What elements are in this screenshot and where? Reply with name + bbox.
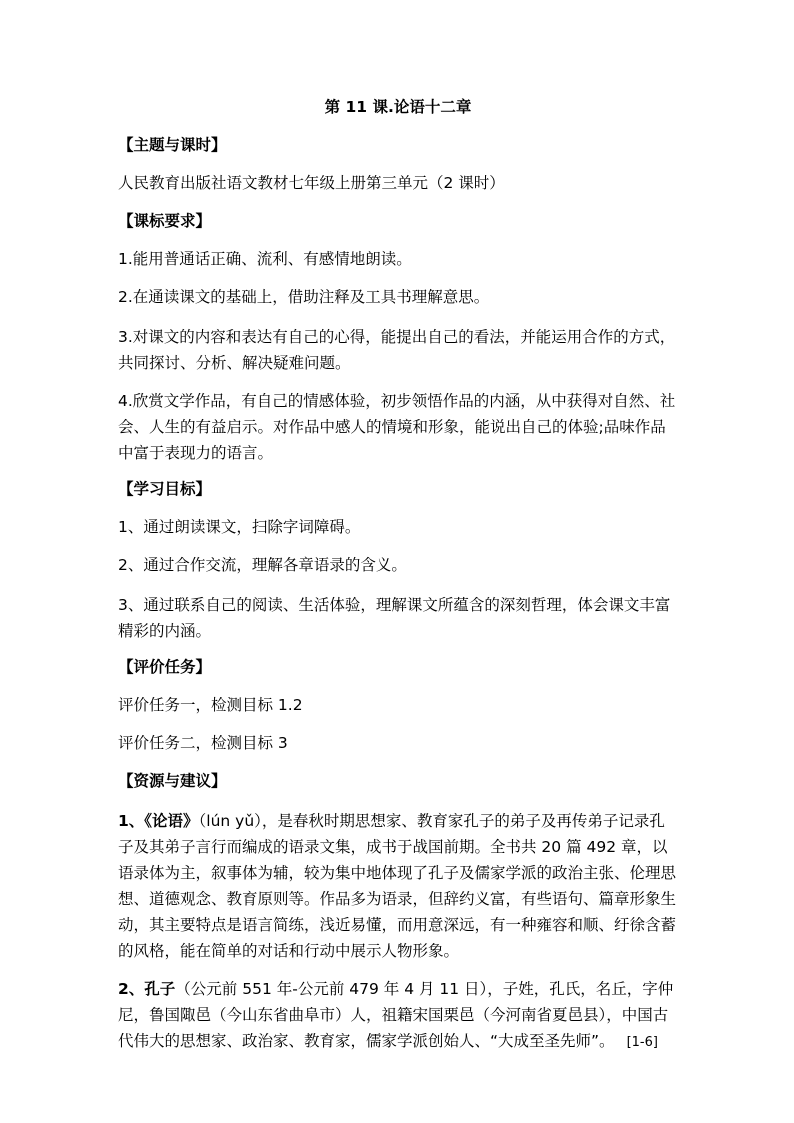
resources-item-1-lead: 1、《论语》 [118, 812, 199, 830]
heading-standards: 【课标要求】 [118, 212, 212, 230]
resources-item-1-text: （lún yǔ），是春秋时期思想家、教育家孔子的弟子及再传弟子记录孔子及其弟子言行而编成的语录文集，成书于战国前期。全书共 20 篇 492 章，以语录体为主，叙事体为辅，较为集中地体现了孔子及儒家学派的政治主张、伦理思想、道德观念、教育原则等。作品多为语录，但辞约义富，有些语句、篇章形象生动，其主要特点是语言简练，浅近易懂，而用意深远，有一种雍容和顺、纡徐含蓄的风格，能在简单的对话和行动中展示人物形象。 [118, 812, 677, 960]
standards-item-4: 4.欣赏文学作品，有自己的情感体验，初步领悟作品的内涵，从中获得对自然、社会、人生的有益启示。对作品中感人的情境和形象，能说出自己的体验;品味作品中富于表现力的语言。 [118, 392, 676, 462]
heading-tasks: 【评价任务】 [118, 658, 212, 676]
resources-item-2-text: （公元前 551 年-公元前 479 年 4 月 11 日），子姓，孔氏，名丘，字仲尼，鲁国陬邑（今山东省曲阜市）人，祖籍宋国栗邑（今河南省夏邑县），中国古代伟大的思想家、政治家、教育家，儒家学派创始人、“大成至圣先师”。 [118, 980, 674, 1050]
heading-theme: 【主题与课时】 [118, 136, 227, 154]
heading-objectives: 【学习目标】 [118, 480, 212, 498]
citation-link[interactable]: [1-6] [626, 1035, 658, 1050]
resources-item-2 [118, 976, 678, 1056]
heading-resources: 【资源与建议】 [118, 772, 227, 790]
page-title: 第 11 课.论语十二章 [324, 98, 472, 116]
standards-item-2: 2.在通读课文的基础上，借助注释及工具书理解意思。 [118, 288, 490, 306]
standards-item-1: 1.能用普通话正确、流利、有感情地朗读。 [118, 250, 412, 268]
theme-text: 人民教育出版社语文教材七年级上册第三单元（2 课时） [118, 174, 505, 192]
tasks-item-2: 评价任务二，检测目标 3 [118, 734, 288, 752]
objectives-item-2: 2、通过合作交流，理解各章语录的含义。 [118, 556, 407, 574]
standards-item-3: 3.对课文的内容和表达有自己的心得，能提出自己的看法，并能运用合作的方式，共同探讨、分析、解决疑难问题。 [118, 328, 676, 372]
objectives-item-1: 1、通过朗读课文，扫除字词障碍。 [118, 518, 361, 536]
document-page [118, 96, 678, 1068]
resources-item-2-lead: 2、孔子 [118, 980, 176, 998]
tasks-item-1: 评价任务一，检测目标 1.2 [118, 696, 303, 714]
objectives-item-3: 3、通过联系自己的阅读、生活体验，理解课文所蕴含的深刻哲理，体会课文丰富精彩的内涵。 [118, 596, 671, 640]
resources-item-1 [118, 808, 678, 964]
